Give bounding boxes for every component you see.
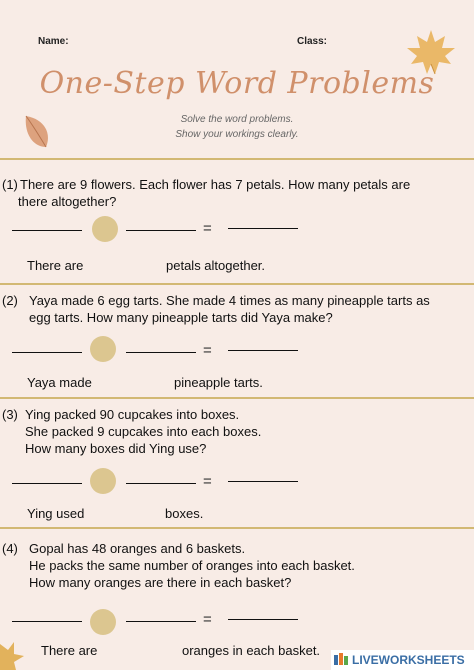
answer-blank[interactable] <box>228 481 298 482</box>
answer-sentence-end: petals altogether. <box>166 258 266 273</box>
question-number: (2) <box>2 293 18 308</box>
divider <box>0 158 474 160</box>
watermark-text: LIVEWORKSHEETS <box>352 653 465 667</box>
operator-circle[interactable] <box>90 336 116 362</box>
answer-sentence-start: Yaya made <box>27 375 92 390</box>
page-title: One-Step Word Problems <box>39 66 435 101</box>
divider <box>0 283 474 285</box>
name-label: Name: <box>38 36 69 47</box>
answer-sentence-start: Ying used <box>27 506 85 521</box>
divider <box>0 527 474 529</box>
answer-sentence-end: boxes. <box>165 506 204 521</box>
answer-blank[interactable] <box>12 230 82 231</box>
equals-sign: = <box>203 342 212 359</box>
question-text-line: He packs the same number of oranges into each basket. <box>29 558 355 573</box>
question-text-line: Ying packed 90 cupcakes into boxes. <box>25 407 240 422</box>
question-text-line: There are 9 flowers. Each flower has 7 petals. How many petals are <box>20 177 411 192</box>
divider <box>0 397 474 399</box>
question-number: (3) <box>2 407 18 422</box>
liveworksheets-logo[interactable] <box>331 650 474 670</box>
answer-sentence-end: oranges in each basket. <box>182 643 321 658</box>
question-number: (4) <box>2 541 18 556</box>
answer-blank[interactable] <box>228 619 298 620</box>
question-text-line: egg tarts. How many pineapple tarts did Yaya make? <box>29 310 333 325</box>
answer-blank[interactable] <box>126 621 196 622</box>
operator-circle[interactable] <box>92 216 118 242</box>
instruction-line-1: Solve the word problems. <box>180 114 294 125</box>
question-text-line: How many boxes did Ying use? <box>25 441 207 456</box>
answer-blank[interactable] <box>126 230 196 231</box>
answer-blank[interactable] <box>126 483 196 484</box>
answer-sentence-start: There are <box>41 643 98 658</box>
class-label: Class: <box>297 36 328 47</box>
answer-blank[interactable] <box>228 228 298 229</box>
maple-leaf-icon <box>0 640 24 670</box>
answer-sentence-end: pineapple tarts. <box>174 375 263 390</box>
question-text-line: there altogether? <box>18 194 117 209</box>
answer-blank[interactable] <box>126 352 196 353</box>
instruction-line-2: Show your workings clearly. <box>175 129 299 140</box>
operator-circle[interactable] <box>90 609 116 635</box>
equals-sign: = <box>203 611 212 628</box>
question-text-line: Gopal has 48 oranges and 6 baskets. <box>29 541 246 556</box>
liveworksheets-icon <box>334 653 350 667</box>
operator-circle[interactable] <box>90 468 116 494</box>
question-text-line: Yaya made 6 egg tarts. She made 4 times as many pineapple tarts as <box>29 293 430 308</box>
answer-blank[interactable] <box>228 350 298 351</box>
question-text-line: How many oranges are there in each basket? <box>29 575 292 590</box>
question-text-line: She packed 9 cupcakes into each boxes. <box>25 424 262 439</box>
answer-blank[interactable] <box>12 352 82 353</box>
answer-blank[interactable] <box>12 621 82 622</box>
equals-sign: = <box>203 220 212 237</box>
answer-blank[interactable] <box>12 483 82 484</box>
equals-sign: = <box>203 473 212 490</box>
question-number: (1) <box>2 177 18 192</box>
answer-sentence-start: There are <box>27 258 84 273</box>
